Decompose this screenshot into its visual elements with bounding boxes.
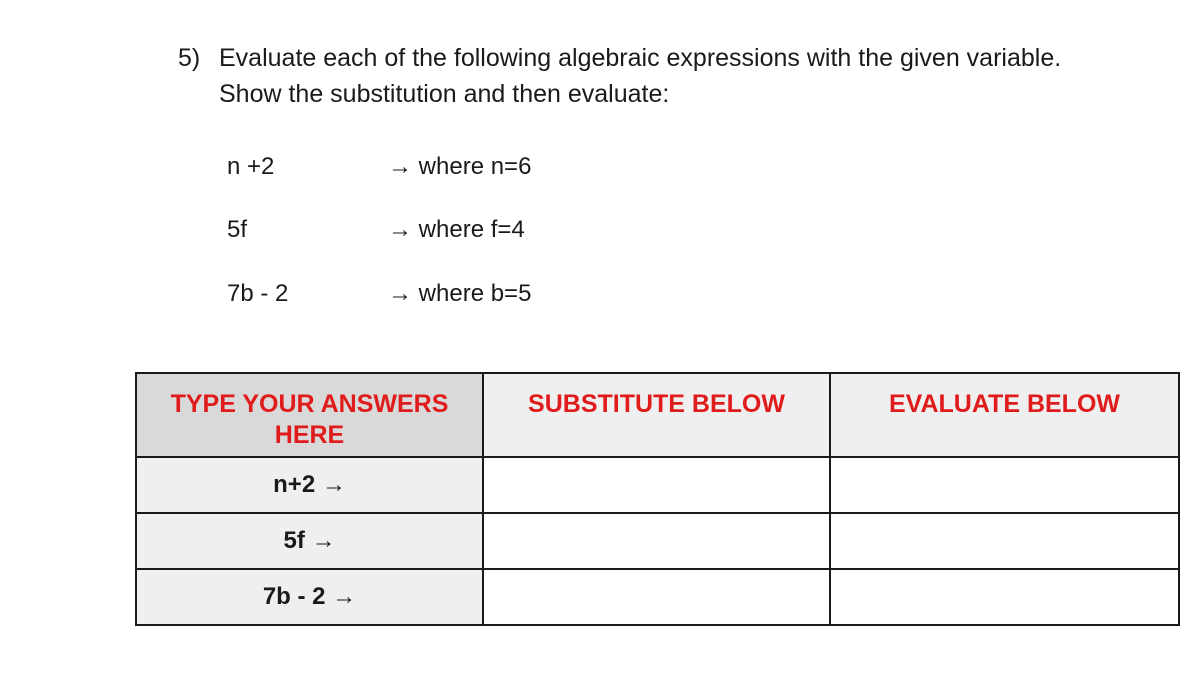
substitute-cell-1[interactable] xyxy=(483,457,830,513)
answer-table xyxy=(135,372,1180,626)
question-block xyxy=(178,40,1078,112)
condition-3: → where b=5 xyxy=(388,280,532,307)
question-number: 5) xyxy=(178,44,201,72)
question-text: Evaluate each of the following algebraic expressions with the given variable. Show the substitution and then evaluate: xyxy=(219,44,1062,108)
table-row xyxy=(136,457,1179,513)
evaluate-cell-3[interactable] xyxy=(830,569,1179,625)
condition-2: → where f=4 xyxy=(388,216,525,243)
row-label-2: 5f → xyxy=(136,513,483,569)
header-type-answers: TYPE YOUR ANSWERS HERE xyxy=(136,373,483,457)
row-label-1: n+2 → xyxy=(136,457,483,513)
expression-2: 5f xyxy=(227,216,248,243)
expression-3: 7b - 2 xyxy=(227,280,289,307)
substitute-cell-3[interactable] xyxy=(483,569,830,625)
expression-1: n +2 xyxy=(227,153,275,180)
header-substitute: SUBSTITUTE BELOW xyxy=(483,373,830,457)
substitute-cell-2[interactable] xyxy=(483,513,830,569)
condition-1: → where n=6 xyxy=(388,153,532,180)
evaluate-cell-1[interactable] xyxy=(830,457,1179,513)
header-evaluate: EVALUATE BELOW xyxy=(830,373,1179,457)
row-label-3: 7b - 2 → xyxy=(136,569,483,625)
table-row xyxy=(136,513,1179,569)
table-header-row xyxy=(136,373,1179,457)
evaluate-cell-2[interactable] xyxy=(830,513,1179,569)
table-row xyxy=(136,569,1179,625)
